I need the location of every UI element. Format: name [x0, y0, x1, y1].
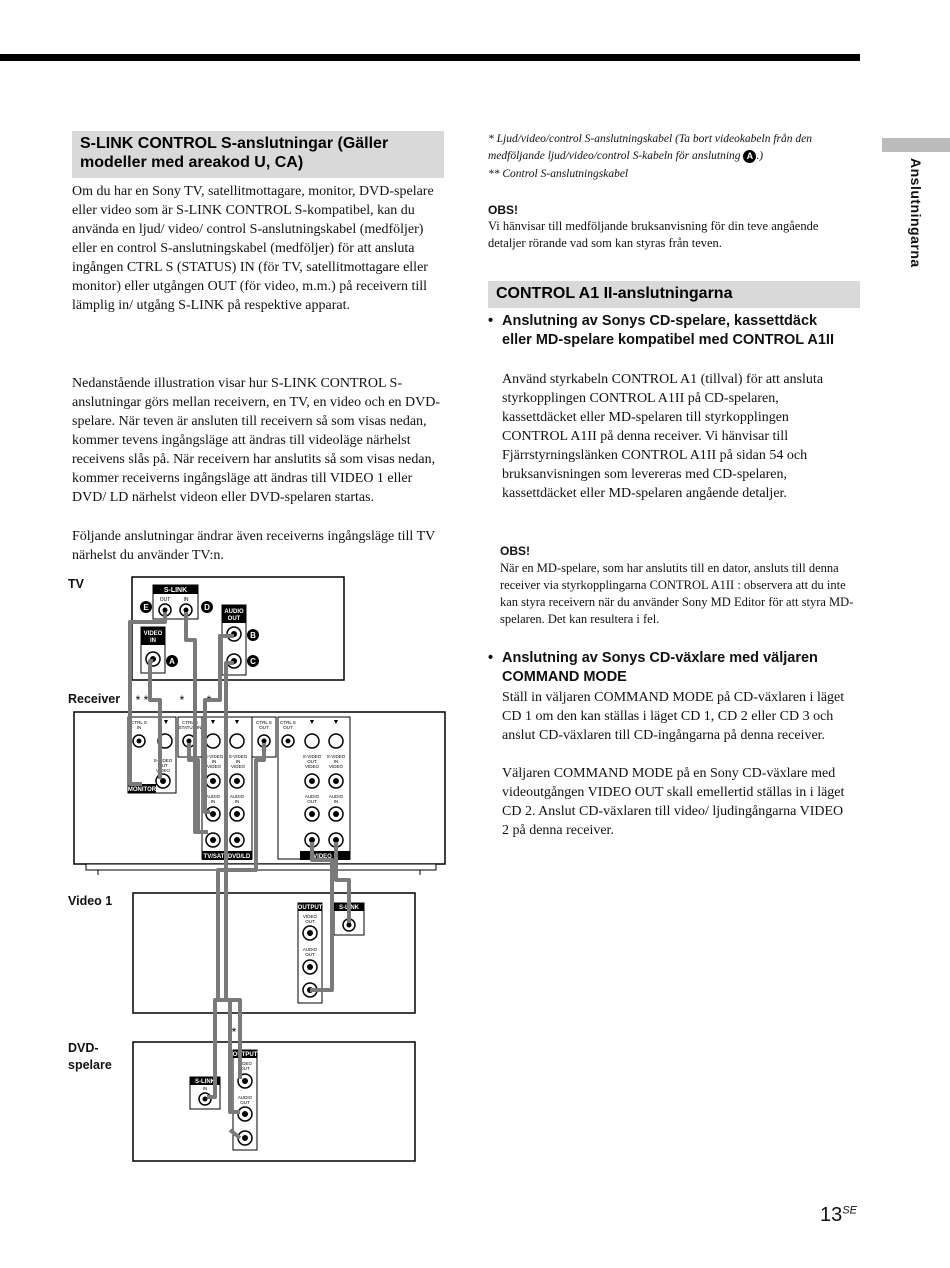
svg-text:DVD/LD: DVD/LD: [227, 854, 251, 860]
svg-text:AUDIO: AUDIO: [229, 794, 245, 799]
svg-text:AUDIO: AUDIO: [302, 947, 318, 952]
svg-text:▼: ▼: [162, 719, 170, 726]
svg-text:VIDEO: VIDEO: [143, 631, 163, 637]
svg-text:S-VIDEO: S-VIDEO: [302, 754, 322, 759]
svg-text:IN: IN: [346, 912, 352, 917]
svg-text:OUT: OUT: [283, 725, 293, 730]
svg-text:VIDEO: VIDEO: [237, 1061, 253, 1066]
svg-text:OUT: OUT: [158, 763, 168, 768]
obs-2-text: När en MD-spelare, som har anslutits till en dator, ansluts till denna receiver via styrkopplingarna CONTROL A1II : observera att du inte kan styra receivern när du använder Sony MD Editor för att styra MD-spelaren. Det kan resultera i fel.: [500, 561, 854, 626]
svg-text:* *: * *: [135, 693, 149, 707]
svg-text:AUDIO: AUDIO: [237, 1095, 253, 1100]
bullet-1-text: Använd styrkabeln CONTROL A1 (tillval) för att ansluta styrkopplingen CONTROL A1II på CD-spelaren, kassettdäcket eller MD-spelaren till styrkopplingen CONTROL A1II på denna receiver. Vi hänvisar till Fjärrstyrningslänken CONTROL A1II på sidan 54 och bruksanvisningen som levereras med CD-spelaren, kassettdäcket eller MD-spelaren angående detaljer.: [502, 372, 824, 501]
marker-a-icon: A: [743, 150, 756, 163]
svg-text:OUT: OUT: [307, 799, 317, 804]
svg-text:AUDIO: AUDIO: [328, 794, 344, 799]
svg-text:IN: IN: [211, 759, 217, 764]
svg-text:IN: IN: [202, 1086, 208, 1091]
slink-heading-text: S-LINK CONTROL S-anslutningar (Gäller modeller med areakod U, CA): [80, 135, 389, 171]
svg-text:OUTPUT: OUTPUT: [297, 905, 323, 911]
footnote-2: ** Control S-anslutningskabel: [488, 168, 629, 180]
svg-text:IN: IN: [333, 799, 339, 804]
svg-text:IN: IN: [183, 597, 189, 603]
dvd-box: [133, 1042, 415, 1161]
bullet-2-text-2: Väljaren COMMAND MODE på en Sony CD-växlare med videoutgången VIDEO OUT skall emellertid ställas in i läget CD 2. Anslut CD-växlaren till video/ ljudingångarna VIDEO 2 på denna receiver.: [502, 766, 845, 838]
svg-text:OUT: OUT: [305, 919, 315, 924]
svg-text:STATUS IN: STATUS IN: [178, 725, 202, 730]
svg-text:IN: IN: [150, 638, 156, 644]
svg-text:S-VIDEO: S-VIDEO: [153, 758, 173, 763]
svg-text:TV/SAT: TV/SAT: [203, 854, 225, 860]
svg-text:D: D: [204, 603, 210, 612]
svg-text:C: C: [250, 657, 256, 666]
svg-text:IN: IN: [136, 725, 142, 730]
svg-text:CTRL S: CTRL S: [280, 720, 296, 725]
svg-text:IN: IN: [234, 799, 240, 804]
svg-text:OUTPUT: OUTPUT: [232, 1052, 258, 1058]
svg-text:OUT: OUT: [227, 616, 241, 622]
obs-2-title: OBS!: [500, 544, 530, 558]
svg-text:OUT: OUT: [305, 952, 315, 957]
svg-text:S-VIDEO: S-VIDEO: [326, 754, 346, 759]
svg-text:VIDEO: VIDEO: [302, 914, 318, 919]
svg-text:*: *: [231, 1025, 237, 1039]
control-a1-heading: [488, 281, 860, 308]
video1-box: [133, 893, 415, 1013]
svg-text:S-LINK: S-LINK: [195, 1079, 215, 1085]
svg-text:VIDEO: VIDEO: [328, 764, 344, 769]
svg-text:CTRL S: CTRL S: [131, 720, 147, 725]
label-tv: TV: [68, 577, 84, 591]
svg-text:S-VIDEO: S-VIDEO: [204, 754, 224, 759]
svg-text:AUDIO: AUDIO: [205, 794, 221, 799]
svg-text:▼: ▼: [233, 719, 241, 726]
slink-para-3: Följande anslutningar ändrar även receiverns ingångsläge till TV närhelst du använder TV:n.: [72, 529, 435, 563]
svg-text:VIDEO: VIDEO: [230, 764, 246, 769]
footnote-1: * Ljud/video/control S-anslutningskabel (Ta bort videokabeln från den medföljande ljud/video/control S-kabeln för anslutning A .): [488, 133, 812, 162]
svg-text:VIDEO: VIDEO: [304, 764, 320, 769]
svg-text:B: B: [250, 631, 256, 640]
page-number: $13^{SE}$: [820, 1204, 857, 1226]
svg-text:S-LINK: S-LINK: [339, 905, 359, 911]
svg-text:VIDEO: VIDEO: [155, 768, 171, 773]
svg-text:OUT: OUT: [240, 1066, 250, 1071]
svg-text:A: A: [169, 657, 175, 666]
svg-text:IN: IN: [235, 759, 241, 764]
bullet-1-title: • Anslutning av Sonys CD-spelare, kassettdäck eller MD-spelare kompatibel med CONTROL A1II: [488, 313, 834, 348]
svg-text:▼: ▼: [332, 719, 340, 726]
svg-text:▼: ▼: [308, 719, 316, 726]
svg-text:*: *: [179, 693, 185, 707]
svg-text:S-VIDEO: S-VIDEO: [228, 754, 248, 759]
svg-text:*: *: [329, 877, 335, 891]
svg-text:OUT: OUT: [240, 1100, 250, 1105]
label-receiver: Receiver: [68, 692, 121, 706]
svg-text:OUT: OUT: [159, 597, 171, 603]
svg-text:VIDEO: VIDEO: [206, 764, 222, 769]
svg-text:OUT: OUT: [307, 759, 317, 764]
svg-text:OUT: OUT: [259, 725, 269, 730]
svg-text:AUDIO: AUDIO: [304, 794, 320, 799]
section-label: Anslutningarna: [908, 158, 924, 268]
tv-slink-label: S-LINK: [163, 587, 188, 594]
obs-1-title: OBS!: [488, 203, 518, 217]
svg-text:IN: IN: [333, 759, 339, 764]
svg-text:CTRL S: CTRL S: [182, 720, 198, 725]
svg-text:MONITOR: MONITOR: [127, 787, 157, 793]
svg-text:CTRL S: CTRL S: [256, 720, 272, 725]
bullet-2-title: • Anslutning av Sonys CD-växlare med väljaren COMMAND MODE: [488, 650, 818, 685]
obs-1-text: Vi hänvisar till medföljande bruksanvisning för din teve angående detaljer rörande vad som kan styras från teven.: [488, 219, 819, 250]
svg-text:E: E: [143, 603, 149, 612]
slink-para-1: Om du har en Sony TV, satellitmottagare, monitor, DVD-spelare eller video som är S-LINK CONTROL S-kompatibel, kan du använda en ljud/ video/ control S-anslutningskabel (medföljer) eller en control S-anslutningskabel (medföljer) för att ansluta ingången CTRL S (STATUS) IN (för TV, satellitmottagare eller monitor) eller utgången OUT (för video, m.m.) på receivern till lämplig in/ utgång S-LINK på respektive apparat.: [72, 184, 434, 313]
svg-text:IN: IN: [210, 799, 216, 804]
control-a1-heading-text: CONTROL A1 II-anslutningarna: [496, 285, 733, 302]
svg-text:*: *: [206, 693, 212, 707]
bullet-2-text-1: Ställ in väljaren COMMAND MODE på CD-växlaren i läget CD 1 om den kan ställas i läget CD 1, CD 2 eller CD 3 och anslut CD-växlaren till CD-ingångarna på denna receiver.: [502, 690, 845, 743]
svg-text:▼: ▼: [209, 719, 217, 726]
slink-para-2: Nedanstående illustration visar hur S-LINK CONTROL S-anslutningar görs mellan receivern, en TV, en video och en DVD-spelare. När teven är ansluten till receivern så som visas nedan, kommer tevens ingångsläge att ändras till videoläge närhelst receivens slås på. När receivern har anslutits så som visas nedan, kommer receiverns ingångsläge att ändras till VIDEO 1 eller DVD/ LD närhelst videon eller DVD-spelaren startas.: [72, 376, 441, 505]
svg-text:AUDIO: AUDIO: [224, 609, 244, 615]
label-video1: Video 1: [68, 894, 113, 908]
svg-text:VIDEO 1: VIDEO 1: [313, 854, 337, 860]
label-dvd: DVD- spelare: [68, 1041, 112, 1072]
